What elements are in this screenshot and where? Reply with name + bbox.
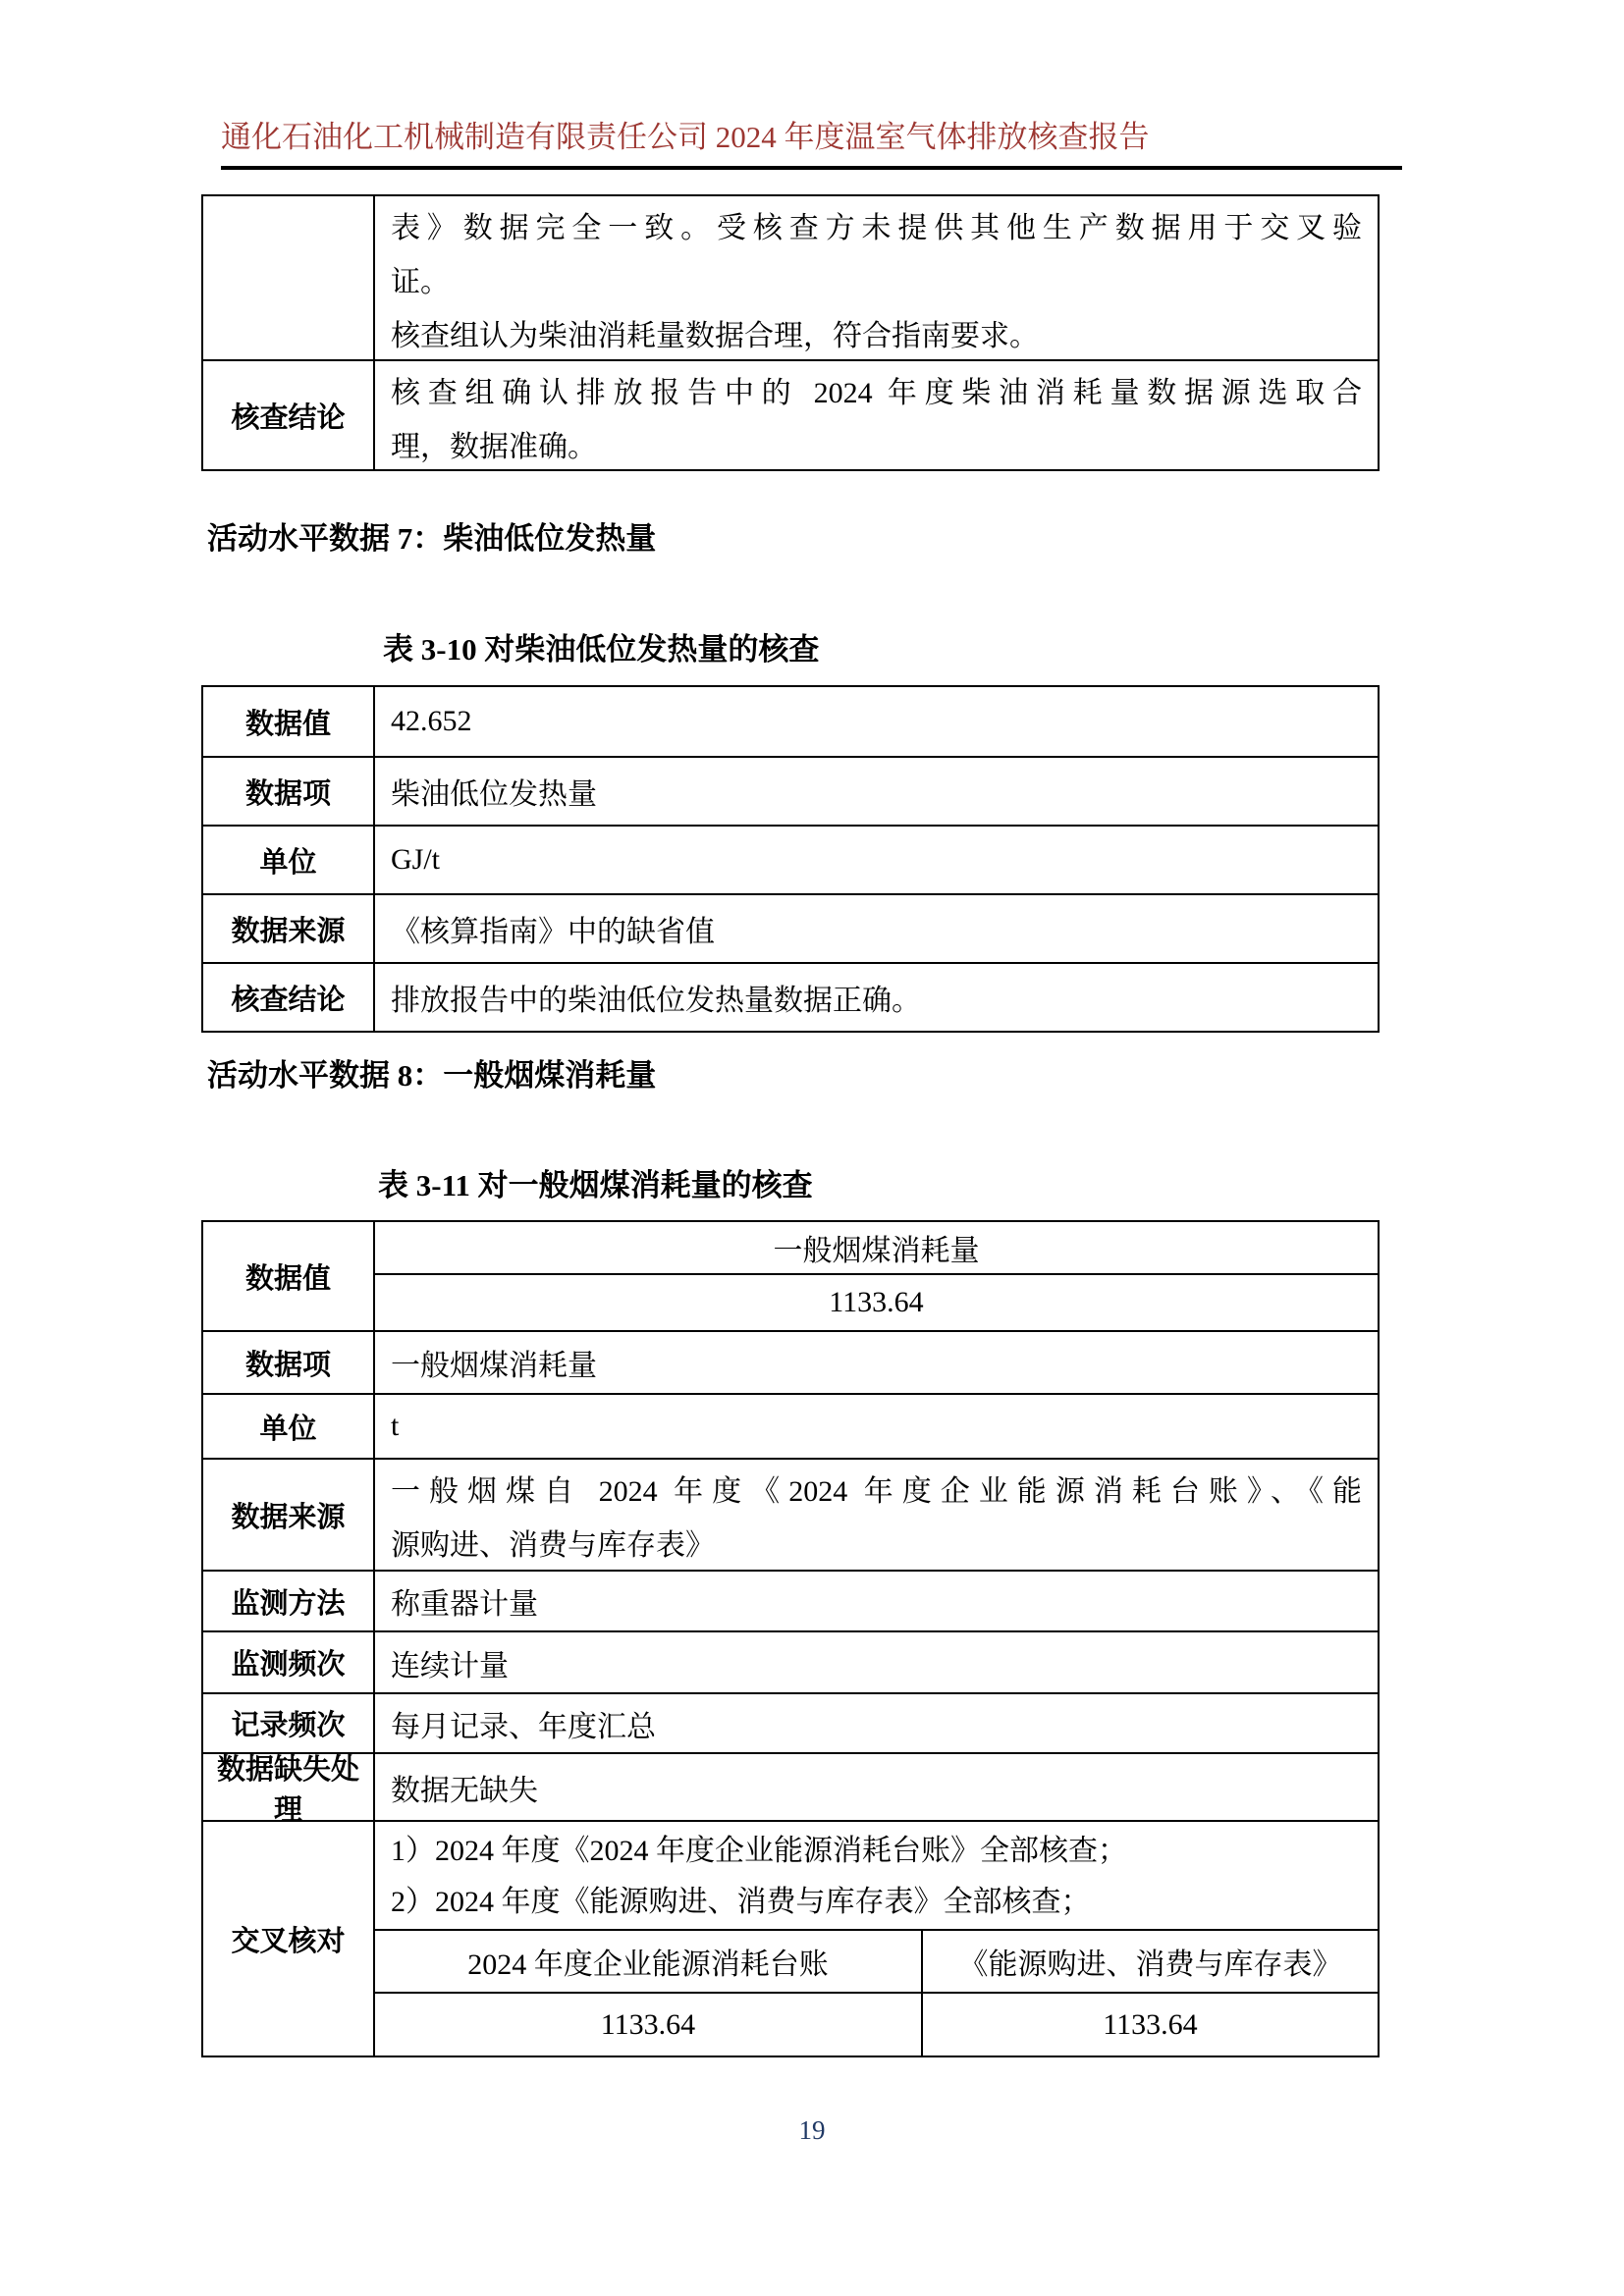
table-3-11 [201, 1220, 1380, 2057]
subtable-col1-value: 1133.64 [375, 1994, 923, 2056]
row-value: 连续计量 [391, 1649, 509, 1682]
row-value: 称重器计量 [391, 1588, 538, 1621]
cross-check-lines [375, 1822, 1378, 1929]
row-label: 交叉核对 [203, 1822, 375, 2056]
row-label: 监测方法 [203, 1572, 375, 1630]
table-row [203, 1330, 1378, 1393]
table-row [203, 825, 1378, 893]
content-line: 核查组认为柴油消耗量数据合理，符合指南要求。 [391, 320, 1039, 352]
table-row [203, 359, 1378, 469]
row-value: 一般烟煤消耗量 [391, 1350, 597, 1382]
table-row [203, 1570, 1378, 1630]
table-row [203, 1752, 1378, 1826]
table-row [203, 1692, 1378, 1752]
row-value: 《核算指南》中的缺省值 [391, 916, 715, 948]
table-row [203, 756, 1378, 825]
table-row [203, 962, 1378, 1031]
row-label: 数据缺失处理 [203, 1754, 375, 1820]
row-label: 数据来源 [203, 1460, 375, 1570]
row-label: 数据值 [203, 687, 375, 756]
data-value-number: 1133.64 [829, 1286, 924, 1318]
section-heading-activity-data-7: 活动水平数据 7：柴油低位发热量 [207, 521, 657, 556]
row-label: 监测频次 [203, 1632, 375, 1692]
table-diesel-consumption-continued [201, 194, 1380, 471]
row-content [375, 361, 1378, 469]
content-line: 一般烟煤自 2024 年度《2024 年度企业能源消耗台账》、《能 [391, 1475, 1362, 1508]
row-label: 记录频次 [203, 1694, 375, 1752]
row-label: 核查结论 [203, 361, 375, 469]
content-line: 证。 [391, 266, 450, 298]
row-content [375, 1822, 1378, 2056]
row-label: 数据来源 [203, 895, 375, 962]
subtable-header-row [375, 1931, 1378, 1994]
table-row [203, 1630, 1378, 1692]
page-header-title: 通化石油化工机械制造有限责任公司 2024 年度温室气体排放核查报告 [221, 120, 1150, 154]
content-line: 1）2024 年度《2024 年度企业能源消耗台账》全部核查； [391, 1835, 1127, 1867]
page-number: 19 [798, 2115, 826, 2145]
row-value: 42.652 [391, 705, 472, 737]
content-line: 核查组确认排放报告中的 2024 年度柴油消耗量数据源选取合 [391, 377, 1362, 409]
row-value: 排放报告中的柴油低位发热量数据正确。 [391, 985, 921, 1017]
content-line: 理，数据准确。 [391, 431, 597, 463]
table-row [203, 687, 1378, 756]
table-row [203, 196, 1378, 359]
subtable-col2-header: 《能源购进、消费与库存表》 [958, 1949, 1342, 1981]
row-label: 数据值 [203, 1222, 375, 1330]
row-value: 数据无缺失 [391, 1774, 538, 1807]
header-rule [221, 166, 1402, 170]
table-3-10 [201, 685, 1380, 1033]
table-row-data-value [203, 1222, 1378, 1330]
row-value: 柴油低位发热量 [391, 778, 597, 811]
row-value: 每月记录、年度汇总 [391, 1710, 656, 1743]
content-line: 表》数据完全一致。受核查方未提供其他生产数据用于交叉验 [391, 212, 1362, 244]
table-row-cross-check [203, 1820, 1378, 2056]
row-label: 数据项 [203, 1332, 375, 1393]
table-title-3-11: 表 3-11 对一般烟煤消耗量的核查 [378, 1168, 813, 1202]
row-content [375, 1222, 1378, 1330]
row-label-empty [203, 196, 375, 359]
section-heading-activity-data-8: 活动水平数据 8：一般烟煤消耗量 [207, 1058, 657, 1093]
row-content [375, 196, 1378, 359]
table-row [203, 893, 1378, 962]
data-value-item-name: 一般烟煤消耗量 [375, 1222, 1378, 1275]
content-line: 2）2024 年度《能源购进、消费与库存表》全部核查； [391, 1886, 1091, 1918]
cross-check-subtable [375, 1929, 1378, 2056]
row-label: 数据项 [203, 758, 375, 825]
table-title-3-10: 表 3-10 对柴油低位发热量的核查 [383, 632, 820, 667]
table-row-data-source [203, 1458, 1378, 1570]
content-line: 源购进、消费与库存表》 [391, 1529, 715, 1562]
row-value: GJ/t [391, 843, 441, 876]
row-label: 单位 [203, 1395, 375, 1458]
subtable-col2-value: 1133.64 [1103, 2007, 1198, 2041]
subtable-col1-header: 2024 年度企业能源消耗台账 [375, 1931, 923, 1992]
row-content [375, 1460, 1378, 1570]
row-value: t [391, 1410, 400, 1442]
row-label: 单位 [203, 827, 375, 893]
row-label: 核查结论 [203, 964, 375, 1031]
subtable-value-row [375, 1994, 1378, 2056]
table-row [203, 1393, 1378, 1458]
